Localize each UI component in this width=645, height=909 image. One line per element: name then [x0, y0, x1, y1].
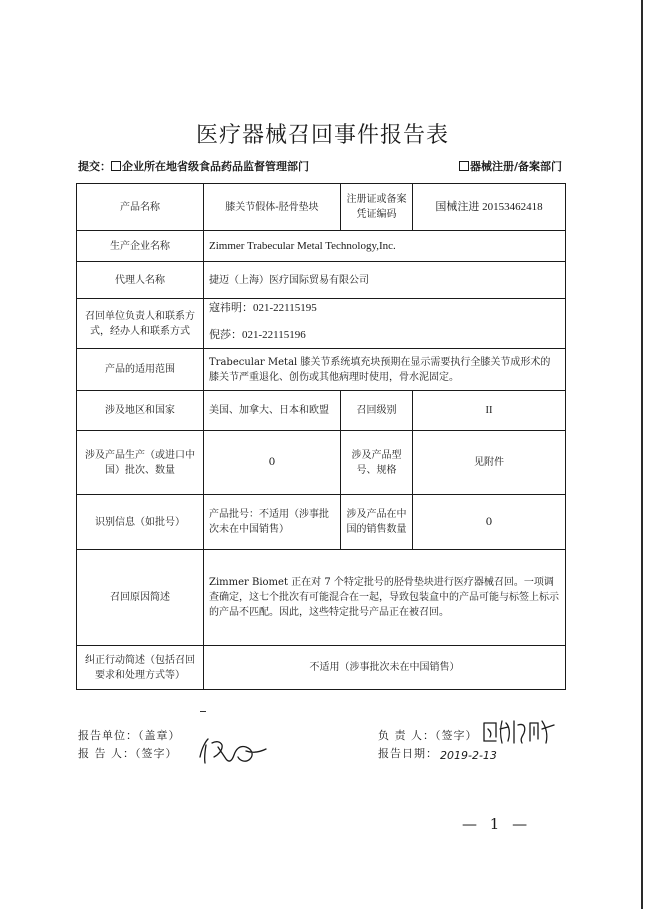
manufacturer-label: 生产企业名称: [77, 231, 204, 262]
agent-value: 捷迈（上海）医疗国际贸易有限公司: [204, 262, 566, 299]
contact-value: [204, 299, 566, 349]
scope-value: Trabecular Metal 膝关节系统填充块预期在显示需要执行全膝关节成形术的膝关节严重退化、创伤或其他病理时使用，骨水泥固定。: [204, 349, 566, 391]
row-action: [77, 646, 566, 690]
submit-line: [78, 158, 562, 174]
report-date-label: 报告日期：: [378, 747, 438, 760]
checkbox-registration: [459, 161, 469, 171]
batch-value: 0: [204, 431, 341, 495]
id-value: 产品批号：不适用（涉事批次未在中国销售）: [204, 495, 341, 550]
reporter-label: 报 告 人：（签字）: [78, 747, 178, 760]
submit-registration-text: 器械注册/备案部门: [469, 160, 562, 173]
reason-label: 召回原因简述: [77, 550, 204, 646]
reg-no-value: 国械注进 20153462418: [413, 184, 566, 231]
row-scope: [77, 349, 566, 391]
region-value: 美国、加拿大、日本和欧盟: [204, 391, 341, 431]
contact-line-1: 寇祎明：021-22115195: [209, 302, 317, 314]
responsible-label: 负 责 人：（签字）: [378, 729, 478, 742]
report-date-value: 2019-2-13: [440, 749, 497, 762]
submit-province-text: 企业所在地省级食品药品监督管理部门: [122, 160, 309, 173]
pen-mark: [200, 711, 206, 712]
product-name-label: 产品名称: [77, 184, 204, 231]
action-value: 不适用（涉事批次未在中国销售）: [204, 646, 566, 690]
manufacturer-value: Zimmer Trabecular Metal Technology,Inc.: [204, 231, 566, 262]
row-agent: [77, 262, 566, 299]
level-label: 召回级别: [341, 391, 413, 431]
region-label: 涉及地区和国家: [77, 391, 204, 431]
row-region: [77, 391, 566, 431]
report-unit-label: 报告单位：（盖章）: [78, 729, 181, 742]
level-value: II: [413, 391, 566, 431]
action-label: 纠正行动简述（包括召回要求和处理方式等）: [77, 646, 204, 690]
row-product-name: [77, 184, 566, 231]
sales-value: 0: [413, 495, 566, 550]
scope-label: 产品的适用范围: [77, 349, 204, 391]
contact-label: 召回单位负责人和联系方式，经办人和联系方式: [77, 299, 204, 349]
row-id: [77, 495, 566, 550]
page-title: 医疗器械召回事件报告表: [195, 123, 449, 148]
submit-right: [459, 158, 562, 174]
contact-line-2: 倪莎：021-22115196: [209, 329, 306, 341]
submit-label: 提交：: [78, 160, 111, 173]
product-name-value: 膝关节假体-胫骨垫块: [204, 184, 341, 231]
row-manufacturer: [77, 231, 566, 262]
model-value: 见附件: [413, 431, 566, 495]
reporter-signature: [196, 733, 272, 767]
row-batch: [77, 431, 566, 495]
model-label: 涉及产品型号、规格: [341, 431, 413, 495]
reg-no-label: 注册证或备案凭证编码: [341, 184, 413, 231]
row-reason: [77, 550, 566, 646]
page-number: — 1 —: [462, 815, 532, 833]
sales-label: 涉及产品在中国的销售数量: [341, 495, 413, 550]
row-contact: [77, 299, 566, 349]
checkbox-province: [111, 161, 121, 171]
reason-value: Zimmer Biomet 正在对 7 个特定批号的胫骨垫块进行医疗器械召回。一项调查确定，这七个批次有可能混合在一起，导致包装盒中的产品可能与标签上标示的产品不匹配。因此，这些特定批号产品正在被召回。: [204, 550, 566, 646]
agent-label: 代理人名称: [77, 262, 204, 299]
recall-report-table: [76, 183, 566, 690]
id-label: 识别信息（如批号）: [77, 495, 204, 550]
batch-label: 涉及产品生产（或进口中国）批次、数量: [77, 431, 204, 495]
responsible-signature: [480, 715, 560, 747]
